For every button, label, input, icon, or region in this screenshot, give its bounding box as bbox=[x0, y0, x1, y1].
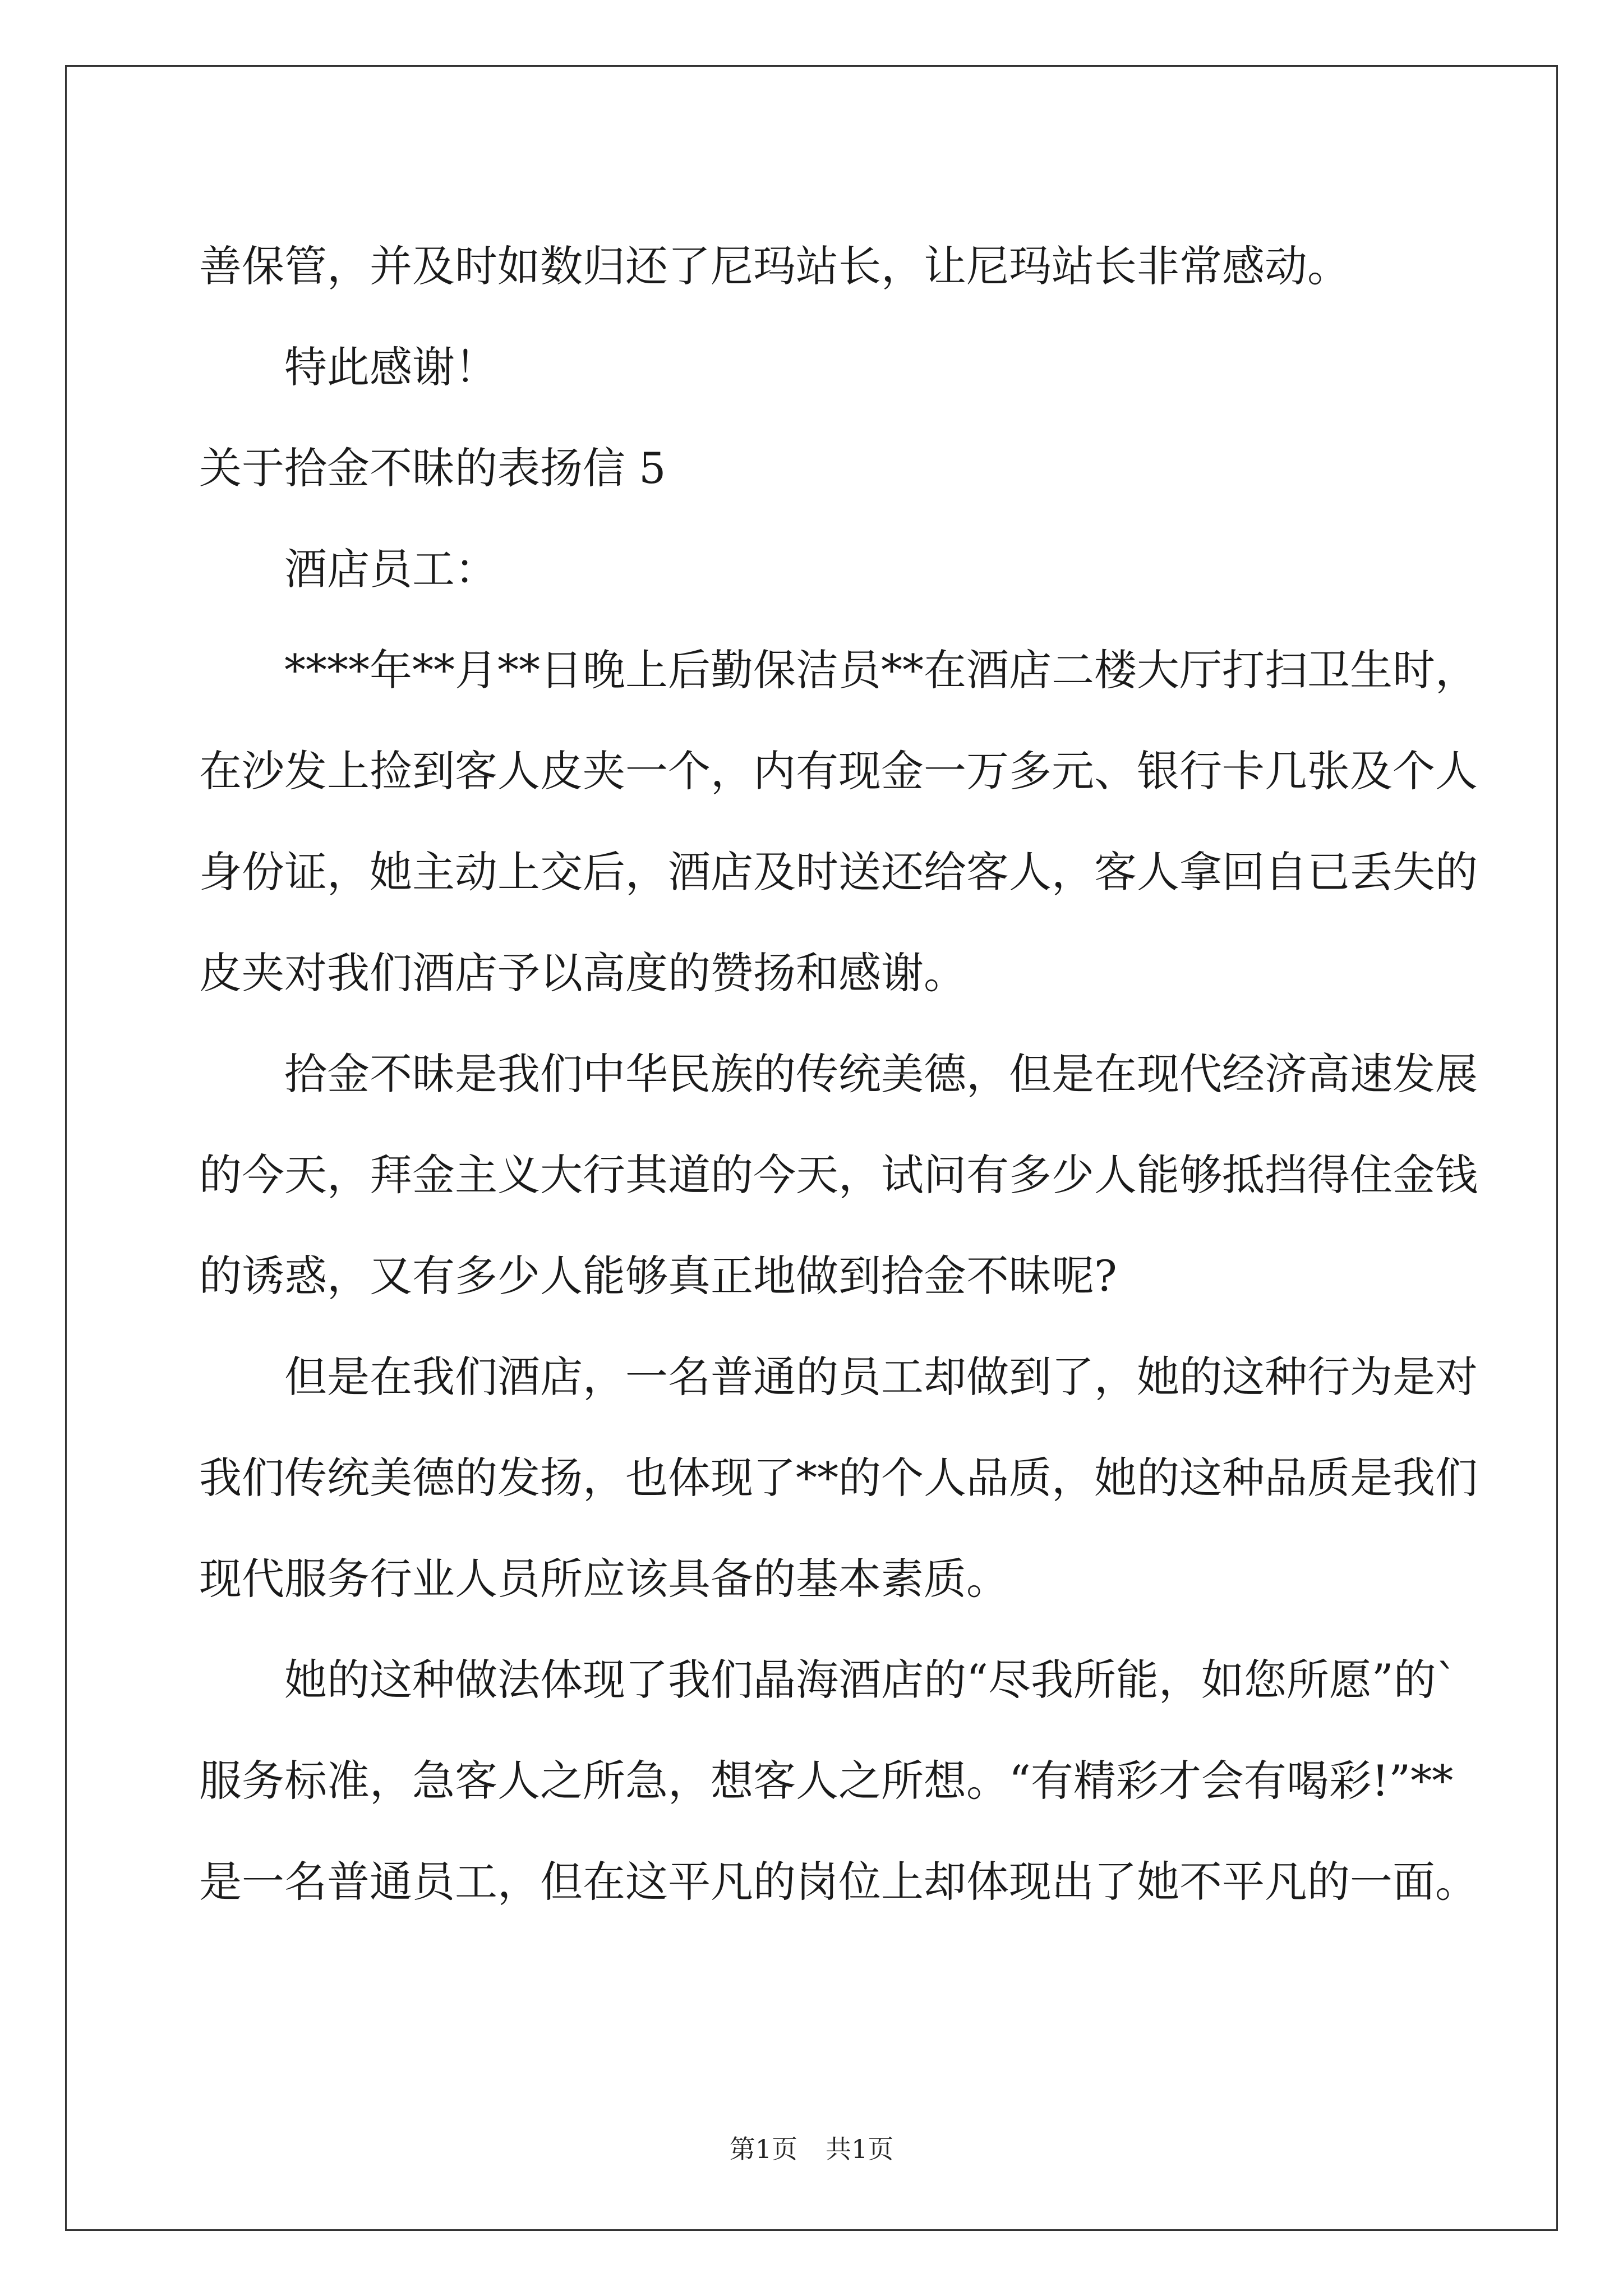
document-body bbox=[199, 216, 1478, 1932]
text-line-7: 身份证，她主动上交后，酒店及时送还给客人，客人拿回自已丢失的 bbox=[199, 847, 1478, 897]
salutation: 酒店员工： bbox=[284, 544, 497, 594]
page-total: 共1页 bbox=[826, 2134, 894, 2164]
section-title: 关于拾金不昧的表扬信 5 bbox=[199, 443, 666, 493]
text-line-8: 皮夹对我们酒店予以高度的赞扬和感谢。 bbox=[199, 948, 966, 998]
text-line-5: ****年**月**日晚上后勤保洁员**在酒店二楼大厅打扫卫生时， bbox=[284, 645, 1478, 695]
text-line-13: 我们传统美德的发扬，也体现了**的个人品质，她的这种品质是我们 bbox=[199, 1453, 1478, 1503]
page-number: 第1页 bbox=[729, 2134, 797, 2164]
text-line-14: 现代服务行业人员所应该具备的基本素质。 bbox=[199, 1554, 1009, 1604]
page-footer bbox=[0, 2129, 1623, 2166]
text-line-2: 特此感谢！ bbox=[284, 342, 497, 392]
text-line-12: 但是在我们酒店，一名普通的员工却做到了，她的这种行为是对 bbox=[284, 1352, 1478, 1402]
text-line-15: 她的这种做法体现了我们晶海酒店的“尽我所能，如您所愿”的` bbox=[284, 1655, 1458, 1705]
text-line-10: 的今天，拜金主义大行其道的今天，试问有多少人能够抵挡得住金钱 bbox=[199, 1150, 1478, 1200]
text-line-1: 善保管，并及时如数归还了尼玛站长，让尼玛站长非常感动。 bbox=[199, 241, 1350, 291]
text-line-11: 的诱惑，又有多少人能够真正地做到拾金不昧呢? bbox=[199, 1251, 1117, 1301]
text-line-16: 服务标准，急客人之所急，想客人之所想。“有精彩才会有喝彩!”** bbox=[199, 1756, 1454, 1806]
text-line-6: 在沙发上捡到客人皮夹一个，内有现金一万多元、银行卡几张及个人 bbox=[199, 746, 1478, 796]
text-line-17: 是一名普通员工，但在这平凡的岗位上却体现出了她不平凡的一面。 bbox=[199, 1857, 1478, 1907]
text-line-9: 拾金不昧是我们中华民族的传统美德，但是在现代经济高速发展 bbox=[284, 1049, 1478, 1099]
